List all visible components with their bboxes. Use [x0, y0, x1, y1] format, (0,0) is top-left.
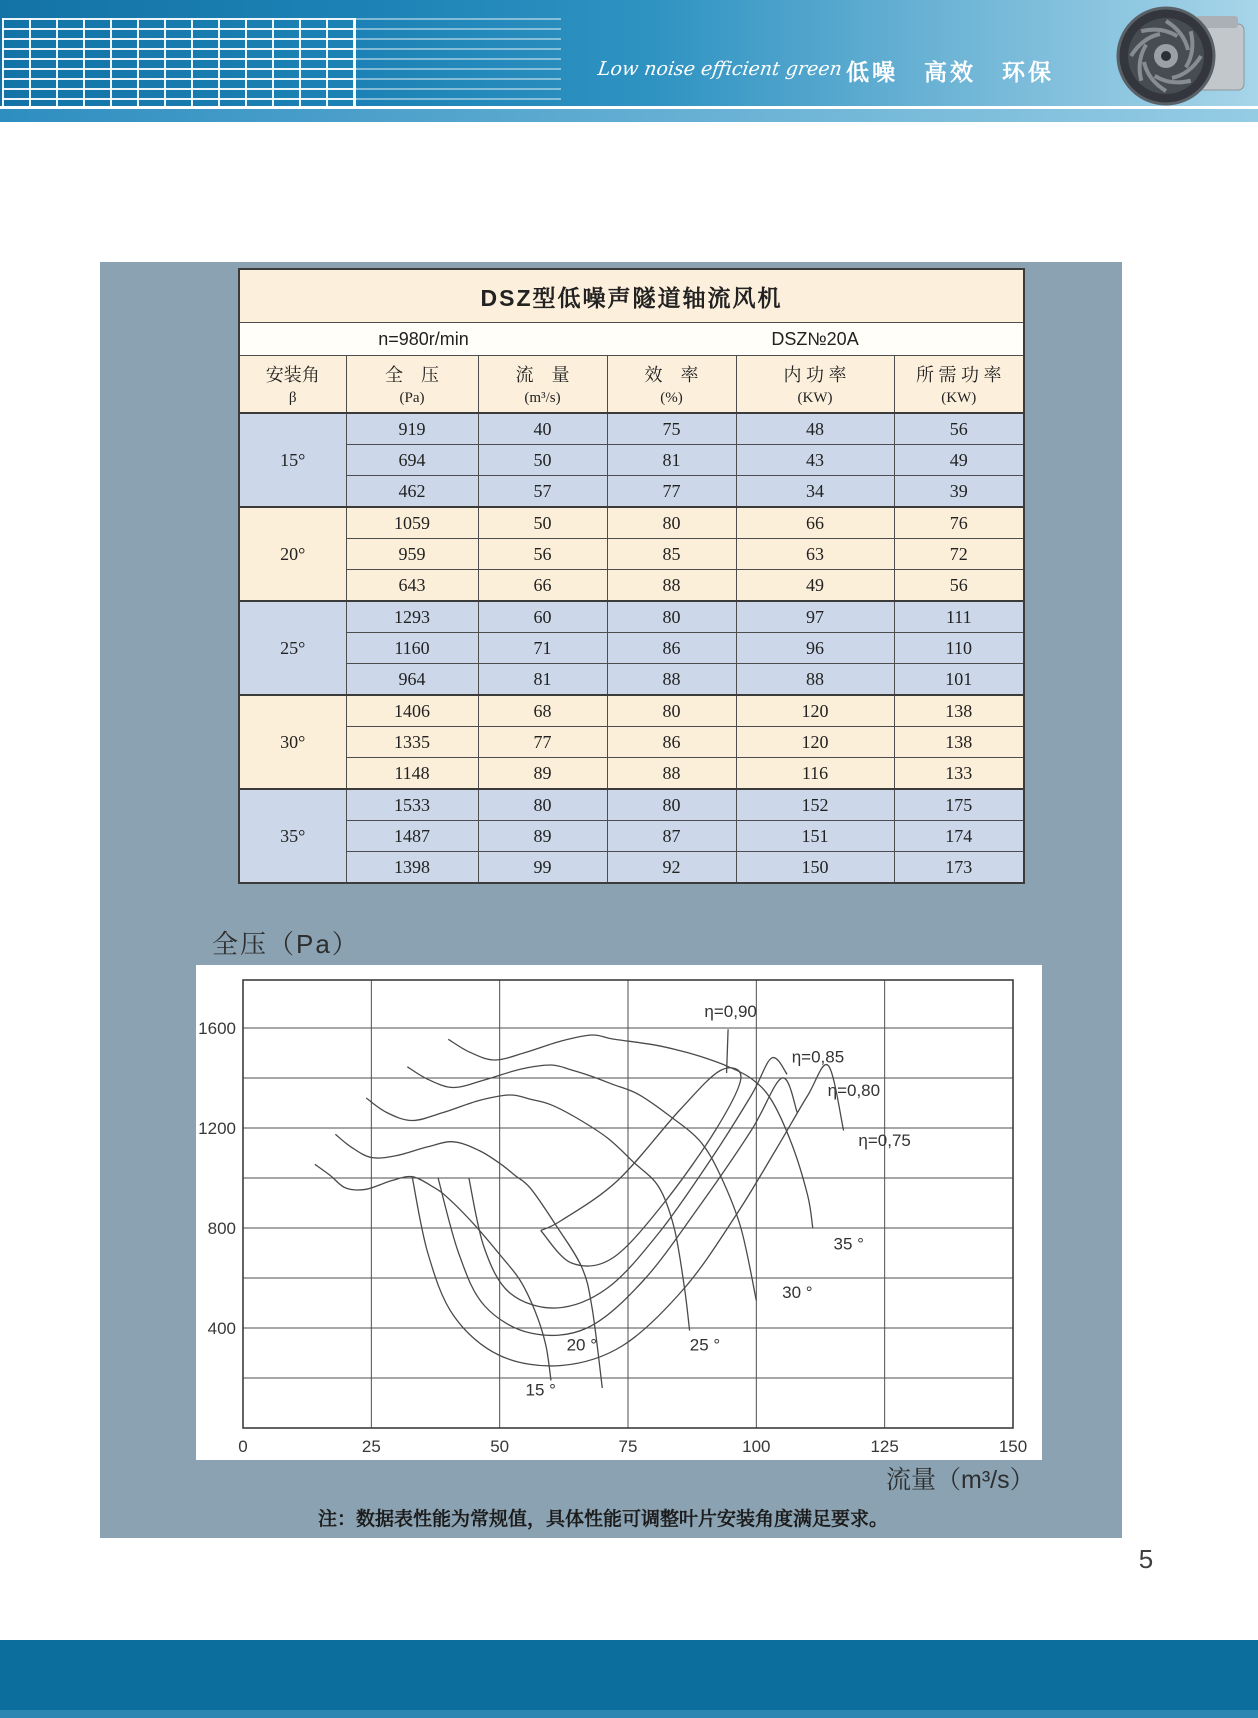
value-cell: 138 [894, 695, 1024, 727]
column-header: 流 量 (m³/s) [478, 356, 607, 414]
table-row [239, 476, 1024, 508]
value-cell: 152 [736, 789, 894, 821]
table-row [239, 633, 1024, 664]
value-cell: 56 [478, 539, 607, 570]
table-row [239, 821, 1024, 852]
value-cell: 49 [894, 445, 1024, 476]
value-cell: 34 [736, 476, 894, 508]
value-cell: 1533 [346, 789, 478, 821]
angle-label: 30 ° [782, 1283, 813, 1302]
table-row [239, 413, 1024, 445]
value-cell: 1335 [346, 727, 478, 758]
value-cell: 116 [736, 758, 894, 790]
table-row [239, 601, 1024, 633]
value-cell: 80 [607, 789, 736, 821]
value-cell: 77 [607, 476, 736, 508]
value-cell: 71 [478, 633, 607, 664]
value-cell: 80 [607, 507, 736, 539]
value-cell: 1406 [346, 695, 478, 727]
page-number: 5 [1138, 1544, 1154, 1574]
angle-cell: 25° [239, 601, 346, 695]
slogan-english: Low noise efficient green [596, 58, 844, 80]
value-cell: 87 [607, 821, 736, 852]
value-cell: 63 [736, 539, 894, 570]
value-cell: 173 [894, 852, 1024, 884]
value-cell: 97 [736, 601, 894, 633]
value-cell: 120 [736, 695, 894, 727]
angle-label: 25 ° [689, 1335, 721, 1355]
angle-label: 20 ° [566, 1335, 598, 1355]
angle-cell: 30° [239, 695, 346, 789]
table-row [239, 852, 1024, 884]
x-tick-label: 25 [361, 1437, 381, 1456]
value-cell: 919 [346, 413, 478, 445]
value-cell: 694 [346, 445, 478, 476]
table-title: DSZ型低噪声隧道轴流风机 [239, 269, 1024, 323]
value-cell: 959 [346, 539, 478, 570]
value-cell: 57 [478, 476, 607, 508]
efficiency-contour [438, 1078, 797, 1336]
value-cell: 96 [736, 633, 894, 664]
y-tick-label: 1200 [198, 1119, 236, 1138]
value-cell: 1059 [346, 507, 478, 539]
footnote: 注：数据表性能为常规值，具体性能可调整叶片安装角度满足要求。 [318, 1509, 889, 1530]
performance-chart [196, 965, 1042, 1460]
table-row [239, 507, 1024, 539]
header-banner [0, 0, 1258, 106]
value-cell: 60 [478, 601, 607, 633]
chart-area [196, 965, 1042, 1460]
value-cell: 111 [894, 601, 1024, 633]
value-cell: 80 [607, 695, 736, 727]
value-cell: 88 [736, 664, 894, 696]
value-cell: 66 [478, 570, 607, 602]
value-cell: 39 [894, 476, 1024, 508]
value-cell: 56 [894, 570, 1024, 602]
pressure-curve-35° [448, 1035, 813, 1228]
value-cell: 80 [607, 601, 736, 633]
value-cell: 81 [607, 445, 736, 476]
table-row [239, 789, 1024, 821]
angle-label: 15 ° [525, 1380, 556, 1400]
value-cell: 72 [894, 539, 1024, 570]
value-cell: 120 [736, 727, 894, 758]
slogan-chinese: 低噪 高效 环保 [846, 59, 1054, 85]
angle-label: 35 ° [833, 1234, 864, 1254]
header-strip [0, 109, 1258, 122]
value-cell: 68 [478, 695, 607, 727]
fan-speed: n=980r/min [239, 323, 607, 356]
value-cell: 89 [478, 821, 607, 852]
value-cell: 89 [478, 758, 607, 790]
footer-bottom-strip [0, 1710, 1258, 1718]
value-cell: 133 [894, 758, 1024, 790]
value-cell: 49 [736, 570, 894, 602]
y-tick-label: 800 [207, 1219, 236, 1238]
value-cell: 92 [607, 852, 736, 884]
efficiency-label: η=0,75 [858, 1131, 911, 1150]
value-cell: 101 [894, 664, 1024, 696]
chart-x-axis-title: 流量（m³/s） [886, 1466, 1035, 1494]
value-cell: 75 [607, 413, 736, 445]
angle-cell: 35° [239, 789, 346, 883]
x-tick-label: 150 [998, 1437, 1028, 1456]
value-cell: 50 [478, 445, 607, 476]
column-header: 内 功 率 (KW) [736, 356, 894, 414]
table-row [239, 727, 1024, 758]
x-tick-label: 50 [490, 1437, 510, 1456]
value-cell: 40 [478, 413, 607, 445]
x-tick-label: 75 [618, 1437, 638, 1456]
column-header: 安装角 β [239, 356, 346, 414]
efficiency-label: η=0,90 [704, 1001, 757, 1021]
value-cell: 1148 [346, 758, 478, 790]
x-tick-label: 0 [238, 1437, 248, 1456]
value-cell: 643 [346, 570, 478, 602]
value-cell: 86 [607, 633, 736, 664]
value-cell: 462 [346, 476, 478, 508]
value-cell: 175 [894, 789, 1024, 821]
value-cell: 48 [736, 413, 894, 445]
value-cell: 66 [736, 507, 894, 539]
value-cell: 80 [478, 789, 607, 821]
table-row [239, 570, 1024, 602]
value-cell: 77 [478, 727, 607, 758]
y-tick-label: 1600 [198, 1019, 236, 1038]
value-cell: 1487 [346, 821, 478, 852]
y-tick-label: 400 [207, 1319, 236, 1338]
value-cell: 150 [736, 852, 894, 884]
pressure-curve-20° [335, 1134, 602, 1388]
fan-model: DSZ№20A [607, 323, 1024, 356]
value-cell: 86 [607, 727, 736, 758]
value-cell: 1293 [346, 601, 478, 633]
value-cell: 76 [894, 507, 1024, 539]
table-row [239, 695, 1024, 727]
chart-y-axis-title: 全压（Pa） [212, 929, 360, 959]
performance-table [238, 268, 1025, 884]
grid-pattern [2, 18, 356, 106]
footer-bar [0, 1640, 1258, 1710]
fan-icon [1112, 2, 1252, 110]
value-cell: 174 [894, 821, 1024, 852]
value-cell: 964 [346, 664, 478, 696]
column-header: 全 压 (Pa) [346, 356, 478, 414]
column-header: 效 率 (%) [607, 356, 736, 414]
value-cell: 43 [736, 445, 894, 476]
x-tick-label: 100 [742, 1437, 771, 1456]
value-cell: 85 [607, 539, 736, 570]
angle-cell: 15° [239, 413, 346, 507]
value-cell: 151 [736, 821, 894, 852]
value-cell: 88 [607, 570, 736, 602]
value-cell: 81 [478, 664, 607, 696]
column-header: 所 需 功 率 (KW) [894, 356, 1024, 414]
content-panel [100, 262, 1122, 1538]
table-row [239, 664, 1024, 696]
table-row [239, 758, 1024, 790]
value-cell: 56 [894, 413, 1024, 445]
efficiency-contour [541, 1068, 741, 1266]
efficiency-label: η=0,80 [827, 1081, 881, 1100]
value-cell: 88 [607, 758, 736, 790]
table-row [239, 445, 1024, 476]
value-cell: 50 [478, 507, 607, 539]
efficiency-label: η=0,85 [791, 1047, 845, 1067]
value-cell: 88 [607, 664, 736, 696]
value-cell: 1398 [346, 852, 478, 884]
value-cell: 1160 [346, 633, 478, 664]
table-row [239, 539, 1024, 570]
pressure-curve-15° [315, 1164, 551, 1380]
value-cell: 99 [478, 852, 607, 884]
grid-lines-extension [356, 18, 561, 106]
value-cell: 138 [894, 727, 1024, 758]
value-cell: 110 [894, 633, 1024, 664]
x-tick-label: 125 [870, 1437, 899, 1456]
angle-cell: 20° [239, 507, 346, 601]
